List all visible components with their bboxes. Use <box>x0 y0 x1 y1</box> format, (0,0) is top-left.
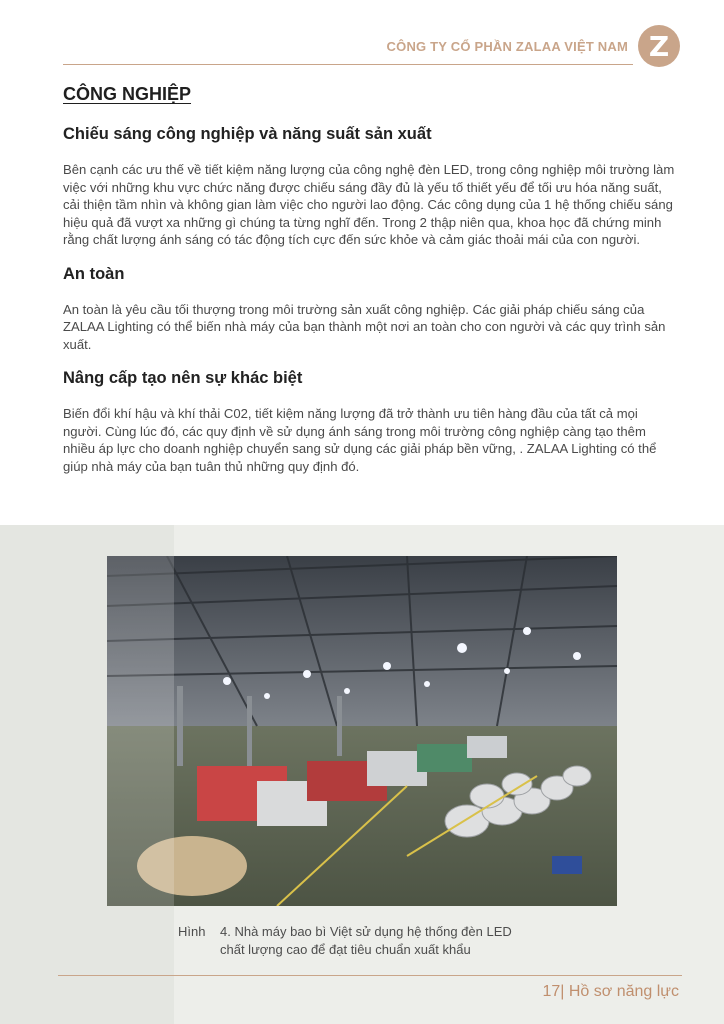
company-logo: Z <box>638 25 680 67</box>
footer-separator: | <box>560 983 565 1000</box>
paragraph-upgrade: Biến đổi khí hậu và khí thải C02, tiết kiệm năng lượng đã trở thành ưu tiên hàng đầu của tất cả mọi người. Cùng lúc đó, các quy định về sử dụng ánh sáng trong môi trường công nghiệp càng tạo thêm nhiều áp lực cho doanh nghiệp chuyển sang sử dụng các giải pháp bền vững, . ZALAA Lighting có thể giúp nhà máy của bạn tuân thủ những quy định đó. <box>63 406 657 474</box>
heading-industrial-lighting: Chiếu sáng công nghiệp và năng suất sản xuất <box>63 125 432 143</box>
factory-photo <box>107 556 617 906</box>
page-content <box>63 84 677 491</box>
paragraph-safety: An toàn là yêu cầu tối thượng trong môi trường sản xuất công nghiệp. Các giải pháp chiếu sáng của ZALAA Lighting có thể biến nhà máy của bạn thành một nơi an toàn cho con người và các quy trình sản xuất. <box>63 301 666 352</box>
caption-line-1: 4. Nhà máy bao bì Việt sử dụng hệ thống đèn LED <box>220 924 512 939</box>
caption-line-2: chất lượng cao để đạt tiêu chuẩn xuất khẩu <box>220 942 471 957</box>
figure-caption <box>178 923 512 959</box>
heading-upgrade: Nâng cấp tạo nên sự khác biệt <box>63 369 303 387</box>
document-title: Hồ sơ năng lực <box>568 983 679 1000</box>
paragraph-industrial-lighting: Bên cạnh các ưu thế về tiết kiệm năng lượng của công nghệ đèn LED, trong công nghiệp môi trường làm việc với những khu vực chức năng được chiếu sáng đầy đủ là yếu tố thiết yếu để tối ưu hóa năng suất, cải thiện tầm nhìn và không gian làm việc cho người lao động. Các công dụng của 1 hệ thống chiếu sáng hiệu quả đã vượt xa những gì chúng ta từng nghĩ đến. Trong 2 thập niên qua, khoa học đã chứng minh rằng chất lượng ánh sáng có tác động tích cực đến sức khỏe và cảm giác thoải mái của con người. <box>63 162 675 247</box>
header-divider <box>63 64 633 65</box>
company-name: CÔNG TY CỔ PHẦN ZALAA VIỆT NAM <box>386 39 628 54</box>
caption-lead: Hình <box>178 924 206 939</box>
footer-divider <box>58 975 682 976</box>
footer <box>542 983 679 1001</box>
section-title: CÔNG NGHIỆP <box>63 84 192 104</box>
heading-safety: An toàn <box>63 264 125 283</box>
page-number: 17 <box>542 983 561 1000</box>
